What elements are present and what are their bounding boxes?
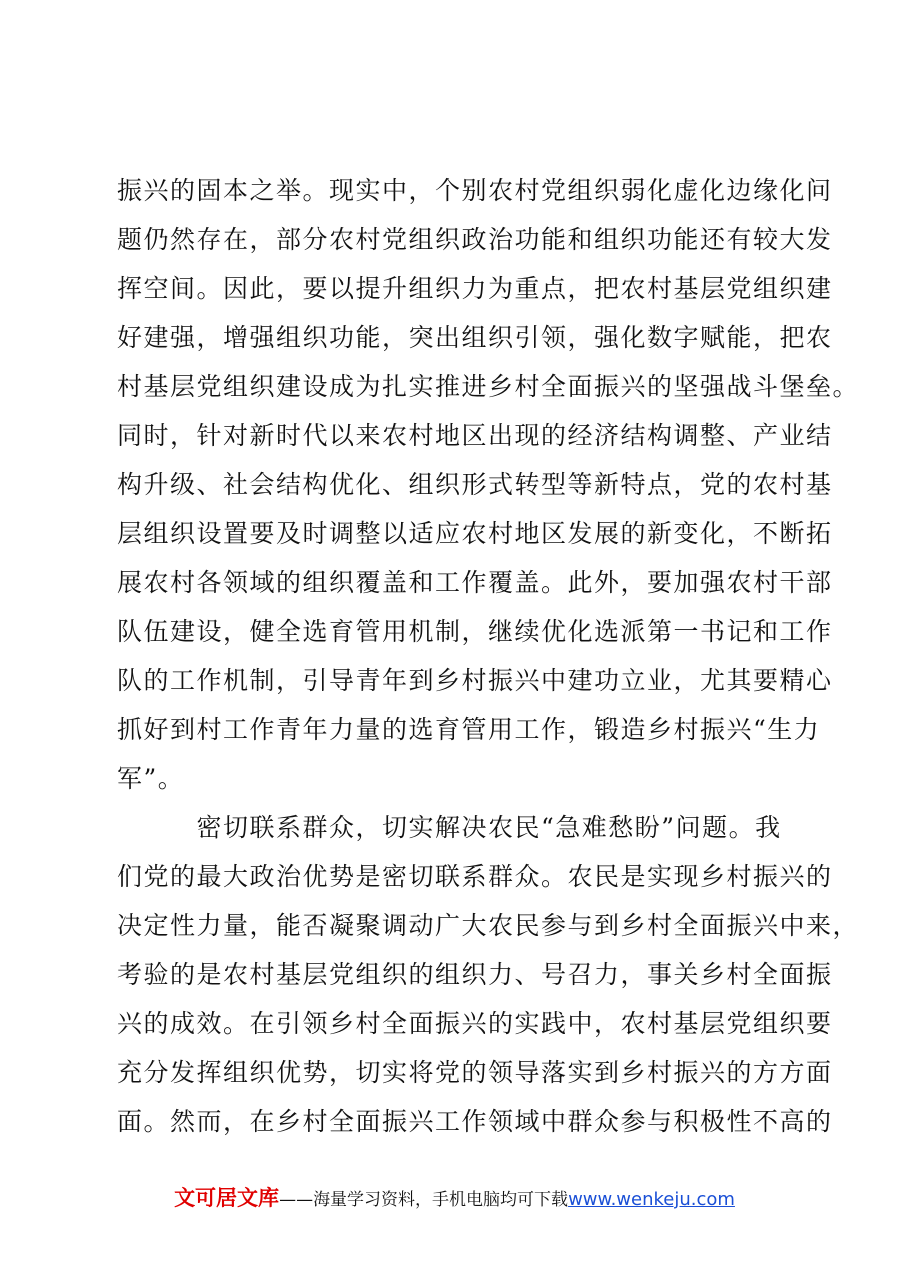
text-line: 村基层党组织建设成为扎实推进乡村全面振兴的坚强战斗堡垒。 <box>117 372 860 401</box>
text-line: 兴的成效。在引领乡村全面振兴的实践中，农村基层党组织要 <box>117 1009 833 1038</box>
text-line: 面。然而，在乡村全面振兴工作领域中群众参与积极性不高的 <box>117 1107 833 1136</box>
text-line: 题仍然存在，部分农村党组织政治功能和组织功能还有较大发 <box>117 225 833 254</box>
footer-brand: 文可居文库 <box>174 1186 280 1210</box>
footer-tagline: ——海量学习资料，手机电脑均可下载 <box>279 1190 569 1210</box>
footer-site-link[interactable]: www.wenkeju.com <box>568 1189 735 1210</box>
text-line: 展农村各领域的组织覆盖和工作覆盖。此外，要加强农村干部 <box>117 568 833 597</box>
text-line: 队的工作机制，引导青年到乡村振兴中建功立业，尤其要精心 <box>117 666 833 695</box>
text-line: 军”。 <box>117 764 185 793</box>
page-footer <box>0 1182 909 1212</box>
text-line: 抓好到村工作青年力量的选育管用工作，锻造乡村振兴“生力 <box>117 715 821 744</box>
text-line: 决定性力量，能否凝聚调动广大农民参与到乡村全面振兴中来， <box>117 911 860 940</box>
text-line: 队伍建设，健全选育管用机制，继续优化选派第一书记和工作 <box>117 617 833 646</box>
text-line: 同时，针对新时代以来农村地区出现的经济结构调整、产业结 <box>117 421 833 450</box>
text-line: 们党的最大政治优势是密切联系群众。农民是实现乡村振兴的 <box>117 862 833 891</box>
text-line: 挥空间。因此，要以提升组织力为重点，把农村基层党组织建 <box>117 274 833 303</box>
paragraph-start-line: 密切联系群众，切实解决农民“急难愁盼”问题。我 <box>117 813 782 842</box>
text-line: 层组织设置要及时调整以适应农村地区发展的新变化，不断拓 <box>117 519 833 548</box>
text-line: 构升级、社会结构优化、组织形式转型等新特点，党的农村基 <box>117 470 833 499</box>
text-line: 振兴的固本之举。现实中，个别农村党组织弱化虚化边缘化问 <box>117 176 833 205</box>
text-line: 充分发挥组织优势，切实将党的领导落实到乡村振兴的方方面 <box>117 1058 833 1087</box>
document-body <box>117 166 860 1146</box>
text-line: 考验的是农村基层党组织的组织力、号召力，事关乡村全面振 <box>117 960 833 989</box>
text-line: 好建强，增强组织功能，突出组织引领，强化数字赋能，把农 <box>117 323 833 352</box>
